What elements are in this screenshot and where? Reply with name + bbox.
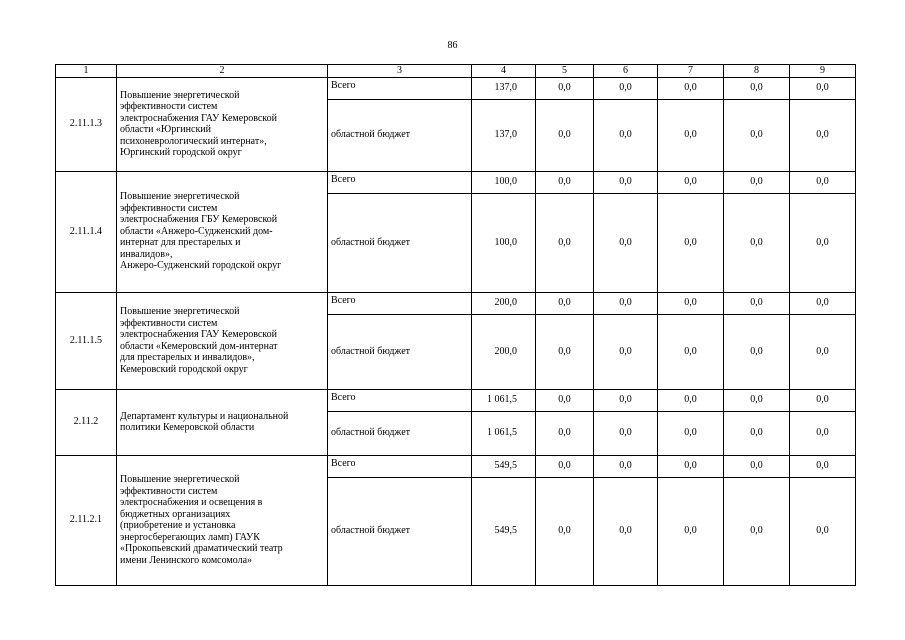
amount-total: 137,0 bbox=[472, 99, 536, 171]
amount-year: 0,0 bbox=[536, 171, 594, 193]
column-number: 6 bbox=[594, 65, 658, 78]
amount-year: 0,0 bbox=[790, 77, 856, 99]
amount-year: 0,0 bbox=[724, 477, 790, 585]
funding-source: областной бюджет bbox=[328, 193, 472, 292]
funding-source: Всего bbox=[328, 292, 472, 314]
amount-year: 0,0 bbox=[658, 77, 724, 99]
amount-year: 0,0 bbox=[536, 314, 594, 389]
amount-year: 0,0 bbox=[724, 77, 790, 99]
column-number: 8 bbox=[724, 65, 790, 78]
amount-year: 0,0 bbox=[536, 411, 594, 455]
amount-total: 1 061,5 bbox=[472, 411, 536, 455]
column-number: 3 bbox=[328, 65, 472, 78]
item-code: 2.11.2 bbox=[56, 389, 117, 455]
amount-year: 0,0 bbox=[536, 455, 594, 477]
funding-source: Всего bbox=[328, 389, 472, 411]
item-code: 2.11.1.3 bbox=[56, 77, 117, 171]
table-row-total bbox=[56, 77, 856, 99]
amount-year: 0,0 bbox=[724, 292, 790, 314]
amount-year: 0,0 bbox=[790, 193, 856, 292]
amount-year: 0,0 bbox=[790, 314, 856, 389]
table-row-total bbox=[56, 455, 856, 477]
amount-year: 0,0 bbox=[790, 99, 856, 171]
amount-year: 0,0 bbox=[594, 171, 658, 193]
column-number: 5 bbox=[536, 65, 594, 78]
amount-year: 0,0 bbox=[594, 389, 658, 411]
amount-year: 0,0 bbox=[790, 477, 856, 585]
amount-year: 0,0 bbox=[658, 99, 724, 171]
funding-source: областной бюджет bbox=[328, 411, 472, 455]
amount-year: 0,0 bbox=[658, 171, 724, 193]
amount-year: 0,0 bbox=[724, 455, 790, 477]
amount-total: 1 061,5 bbox=[472, 389, 536, 411]
amount-year: 0,0 bbox=[724, 411, 790, 455]
funding-source: областной бюджет bbox=[328, 99, 472, 171]
amount-total: 549,5 bbox=[472, 477, 536, 585]
amount-year: 0,0 bbox=[658, 292, 724, 314]
column-number: 7 bbox=[658, 65, 724, 78]
funding-source: Всего bbox=[328, 455, 472, 477]
amount-year: 0,0 bbox=[724, 99, 790, 171]
funding-source: областной бюджет bbox=[328, 314, 472, 389]
page-number: 86 bbox=[447, 40, 458, 51]
amount-year: 0,0 bbox=[658, 193, 724, 292]
column-number: 1 bbox=[56, 65, 117, 78]
item-name: Повышение энергетической эффективности систем электроснабжения и освещения в бюджетных организациях (приобретение и установка энергосберегающих ламп) ГАУК «Прокопьевский драматический театр имени Ленинского комсомола» bbox=[117, 455, 328, 585]
amount-year: 0,0 bbox=[658, 411, 724, 455]
amount-year: 0,0 bbox=[658, 455, 724, 477]
amount-year: 0,0 bbox=[790, 455, 856, 477]
amount-year: 0,0 bbox=[536, 193, 594, 292]
amount-year: 0,0 bbox=[594, 77, 658, 99]
item-code: 2.11.1.5 bbox=[56, 292, 117, 389]
item-name: Повышение энергетической эффективности систем электроснабжения ГБУ Кемеровской области «Анжеро-Судженский дом- интернат для престарелых и инвалидов», Анжеро-Судженский городской округ bbox=[117, 171, 328, 292]
item-name: Повышение энергетической эффективности систем электроснабжения ГАУ Кемеровской области «Юргинский психоневрологический интернат», Юргинский городской округ bbox=[117, 77, 328, 171]
amount-year: 0,0 bbox=[594, 99, 658, 171]
amount-year: 0,0 bbox=[790, 411, 856, 455]
funding-source: Всего bbox=[328, 77, 472, 99]
amount-year: 0,0 bbox=[658, 389, 724, 411]
amount-year: 0,0 bbox=[594, 292, 658, 314]
amount-year: 0,0 bbox=[724, 389, 790, 411]
budget-table bbox=[55, 64, 856, 586]
amount-year: 0,0 bbox=[724, 193, 790, 292]
table-row-total bbox=[56, 389, 856, 411]
funding-source: областной бюджет bbox=[328, 477, 472, 585]
amount-year: 0,0 bbox=[594, 477, 658, 585]
amount-year: 0,0 bbox=[594, 314, 658, 389]
amount-year: 0,0 bbox=[790, 389, 856, 411]
column-number: 9 bbox=[790, 65, 856, 78]
item-name: Департамент культуры и национальной политики Кемеровской области bbox=[117, 389, 328, 455]
amount-year: 0,0 bbox=[790, 171, 856, 193]
amount-total: 100,0 bbox=[472, 193, 536, 292]
column-number: 2 bbox=[117, 65, 328, 78]
amount-year: 0,0 bbox=[536, 292, 594, 314]
column-number: 4 bbox=[472, 65, 536, 78]
amount-year: 0,0 bbox=[536, 99, 594, 171]
amount-year: 0,0 bbox=[594, 455, 658, 477]
item-code: 2.11.2.1 bbox=[56, 455, 117, 585]
amount-year: 0,0 bbox=[724, 171, 790, 193]
amount-year: 0,0 bbox=[658, 314, 724, 389]
amount-total: 549,5 bbox=[472, 455, 536, 477]
funding-source: Всего bbox=[328, 171, 472, 193]
amount-total: 200,0 bbox=[472, 314, 536, 389]
amount-year: 0,0 bbox=[594, 411, 658, 455]
amount-year: 0,0 bbox=[724, 314, 790, 389]
table-row-total bbox=[56, 171, 856, 193]
amount-total: 137,0 bbox=[472, 77, 536, 99]
table-row-total bbox=[56, 292, 856, 314]
amount-total: 200,0 bbox=[472, 292, 536, 314]
amount-year: 0,0 bbox=[536, 389, 594, 411]
amount-year: 0,0 bbox=[594, 193, 658, 292]
amount-year: 0,0 bbox=[536, 477, 594, 585]
amount-year: 0,0 bbox=[658, 477, 724, 585]
amount-total: 100,0 bbox=[472, 171, 536, 193]
column-number-row bbox=[56, 65, 856, 78]
amount-year: 0,0 bbox=[536, 77, 594, 99]
item-name: Повышение энергетической эффективности систем электроснабжения ГАУ Кемеровской области «Кемеровский дом-интернат для престарелых и инвалидов», Кемеровский городской округ bbox=[117, 292, 328, 389]
item-code: 2.11.1.4 bbox=[56, 171, 117, 292]
amount-year: 0,0 bbox=[790, 292, 856, 314]
